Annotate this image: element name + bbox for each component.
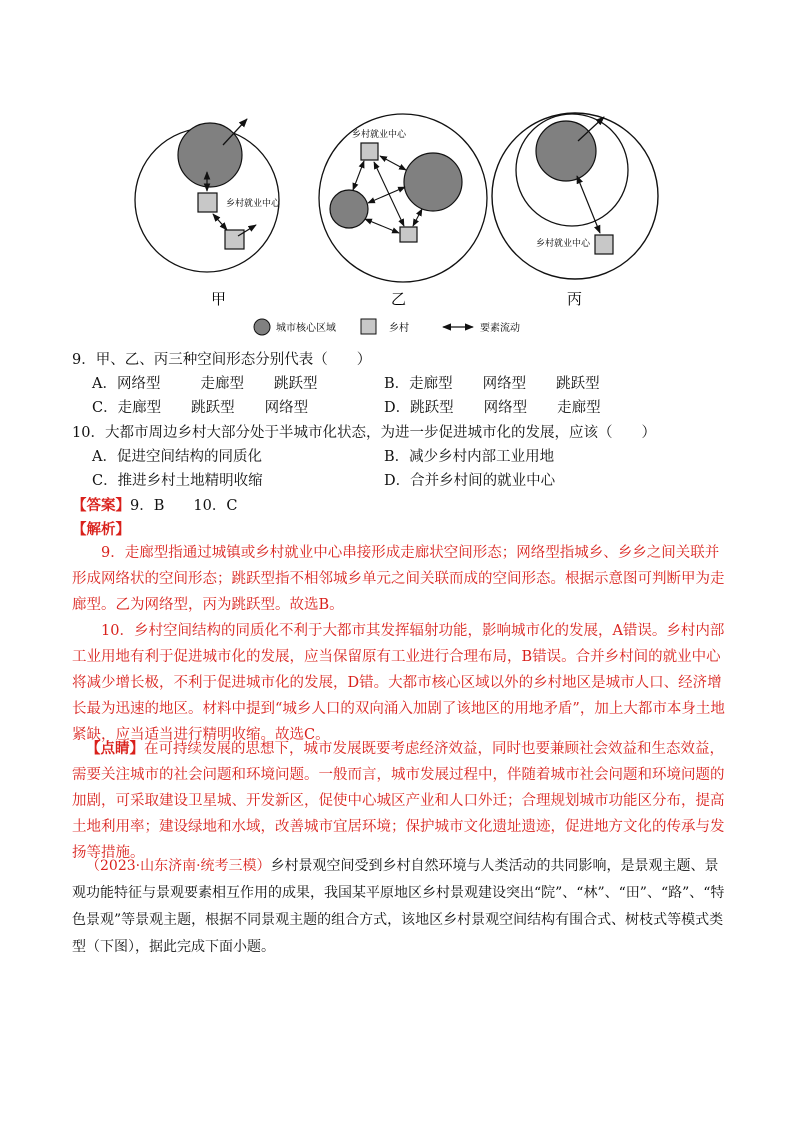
q10-option-b[interactable] (384, 447, 554, 467)
q9-option-c-item-2: 跳跃型 (191, 400, 235, 416)
caption-yi: 乙 (391, 290, 407, 308)
q9-option-d[interactable] (384, 398, 601, 418)
q9-option-d-item-1: 跳跃型 (410, 400, 454, 416)
village-node-jia-1 (198, 193, 217, 212)
q10-option-a-text: 促进空间结构的同质化 (116, 449, 262, 465)
village-center-label-jia: 乡村就业中心 (226, 199, 281, 209)
q10-option-a[interactable] (92, 447, 262, 467)
analysis-q9: 9．走廊型指通过城镇或乡村就业中心串接形成走廊状空间形态；网络型指城乡、乡乡之间关联并形成网络状的空间形态；跳跃型指不相邻城乡单元之间关联而成的空间形态。根据示意图可判断甲为走廊型。乙为网络型，丙为跳跃型。故选B。 (72, 545, 725, 613)
q9-option-b-item-1: 走廊型 (409, 376, 453, 392)
q9-option-c-item-3: 网络型 (264, 400, 309, 416)
q10-option-b-letter: B． (384, 449, 410, 465)
village-node-yi-1 (361, 143, 378, 160)
comment (72, 736, 732, 866)
core-circle-jia (178, 123, 242, 187)
q9-option-c[interactable] (92, 398, 308, 418)
comment-tag: 【点睛】 (86, 740, 144, 757)
legend-village-label: 乡村 (389, 323, 409, 334)
diagram-yi (319, 114, 487, 282)
material-text: 乡村景观空间受到乡村自然环境与人类活动的共同影响，是景观主题、景观功能特征与景观要素相互作用的成果，我国某平原地区乡村景观建设突出“院”、“林”、“田”、“路”、“特色景观”等景观主题，根据不同景观主题的组合方式，该地区乡村景观空间结构有围合式、树枝式等模式类型（下图），据此完成下面小题。 (72, 858, 725, 955)
answer-tag: 【答案】 (72, 497, 130, 514)
q9-option-a-item-1: 网络型 (116, 376, 161, 392)
q10-option-c[interactable] (92, 471, 263, 491)
q10-option-c-letter: C． (92, 473, 118, 489)
core-circle-yi-large (404, 153, 462, 211)
q9-option-b-letter: B． (384, 376, 410, 392)
q10-option-a-letter: A． (92, 449, 117, 465)
comment-text: 在可持续发展的思想下，城市发展既要考虑经济效益，同时也要兼顾社会效益和生态效益，需要关注城市的社会问题和环境问题。一般而言，城市发展过程中，伴随着城市社会问题和环境问题的加剧，可采取建设卫星城、开发新区，促使中心城区产业和人口外迁；合理规划城市功能区分布，提高土地利用率；建设绿地和水域，改善城市宜居环境；保护城市文化遗址遗迹，促进地方文化的传承与发扬等措施。 (72, 741, 725, 861)
material-source: （2023·山东济南·统考三模） (86, 858, 271, 874)
q9-option-d-letter: D． (384, 400, 411, 416)
analysis-tag: 【解析】 (72, 521, 130, 538)
legend-village-symbol (361, 319, 376, 334)
q9-option-b-item-3: 跳跃型 (556, 376, 600, 392)
village-node-bing (595, 235, 613, 254)
q10-option-d-text: 合并乡村间的就业中心 (410, 473, 556, 489)
question-10-stem: 10．大都市周边乡村大部分处于半城市化状态，为进一步促进城市化的发展，应该（ ） (72, 425, 656, 441)
legend-core-symbol (254, 319, 270, 335)
q9-option-b[interactable] (384, 374, 600, 394)
village-node-jia-2 (225, 230, 244, 249)
q9-option-c-item-1: 走廊型 (117, 400, 162, 416)
caption-bing: 丙 (567, 290, 583, 308)
core-circle-yi-small (330, 190, 368, 228)
q10-option-b-text: 减少乡村内部工业用地 (409, 449, 555, 465)
core-circle-bing (536, 121, 596, 181)
legend (254, 319, 520, 335)
village-center-label-yi: 乡村就业中心 (352, 130, 407, 140)
q9-option-d-item-2: 网络型 (483, 400, 528, 416)
village-center-label-bing: 乡村就业中心 (536, 239, 591, 249)
q9-option-c-letter: C． (92, 400, 118, 416)
village-node-yi-2 (400, 227, 417, 242)
material-paragraph (72, 853, 732, 961)
q9-option-a-item-3: 跳跃型 (273, 376, 318, 392)
caption-jia: 甲 (211, 290, 227, 308)
q9-option-a-item-2: 走廊型 (200, 376, 244, 392)
answer-text: 9．B 10．C (130, 498, 238, 514)
diagram-bing (492, 113, 658, 279)
q10-option-d[interactable] (384, 471, 555, 491)
legend-core-label: 城市核心区域 (276, 323, 336, 334)
question-9-stem: 9．甲、乙、丙三种空间形态分别代表（ ） (72, 352, 372, 368)
diagram-jia (135, 119, 281, 272)
q10-option-d-letter: D． (384, 473, 411, 489)
q9-option-a-letter: A． (92, 376, 117, 392)
q9-option-b-item-2: 网络型 (482, 376, 527, 392)
q10-option-c-text: 推进乡村土地精明收缩 (117, 473, 263, 489)
spatial-form-diagram (0, 0, 800, 340)
legend-flow-label: 要素流动 (480, 323, 520, 334)
q9-option-d-item-3: 走廊型 (557, 400, 601, 416)
analysis-q10: 10．乡村空间结构的同质化不利于大都市其发挥辐射功能，影响城市化的发展，A错误。乡村内部工业用地有利于促进城市化的发展，应当保留原有工业进行合理布局，B错误。合并乡村间的就业中心将减少增长极，不利于促进城市化的发展，D错。大都市核心区域以外的乡村地区是城市人口、经济增长最为迅速的地区。材料中提到“城乡人口的双向涌入加剧了该地区的用地矛盾”，加上大都市本身土地紧缺，应当适当进行精明收缩。故选C。 (72, 623, 725, 743)
answer-line (72, 496, 237, 516)
q9-option-a[interactable] (92, 374, 317, 394)
